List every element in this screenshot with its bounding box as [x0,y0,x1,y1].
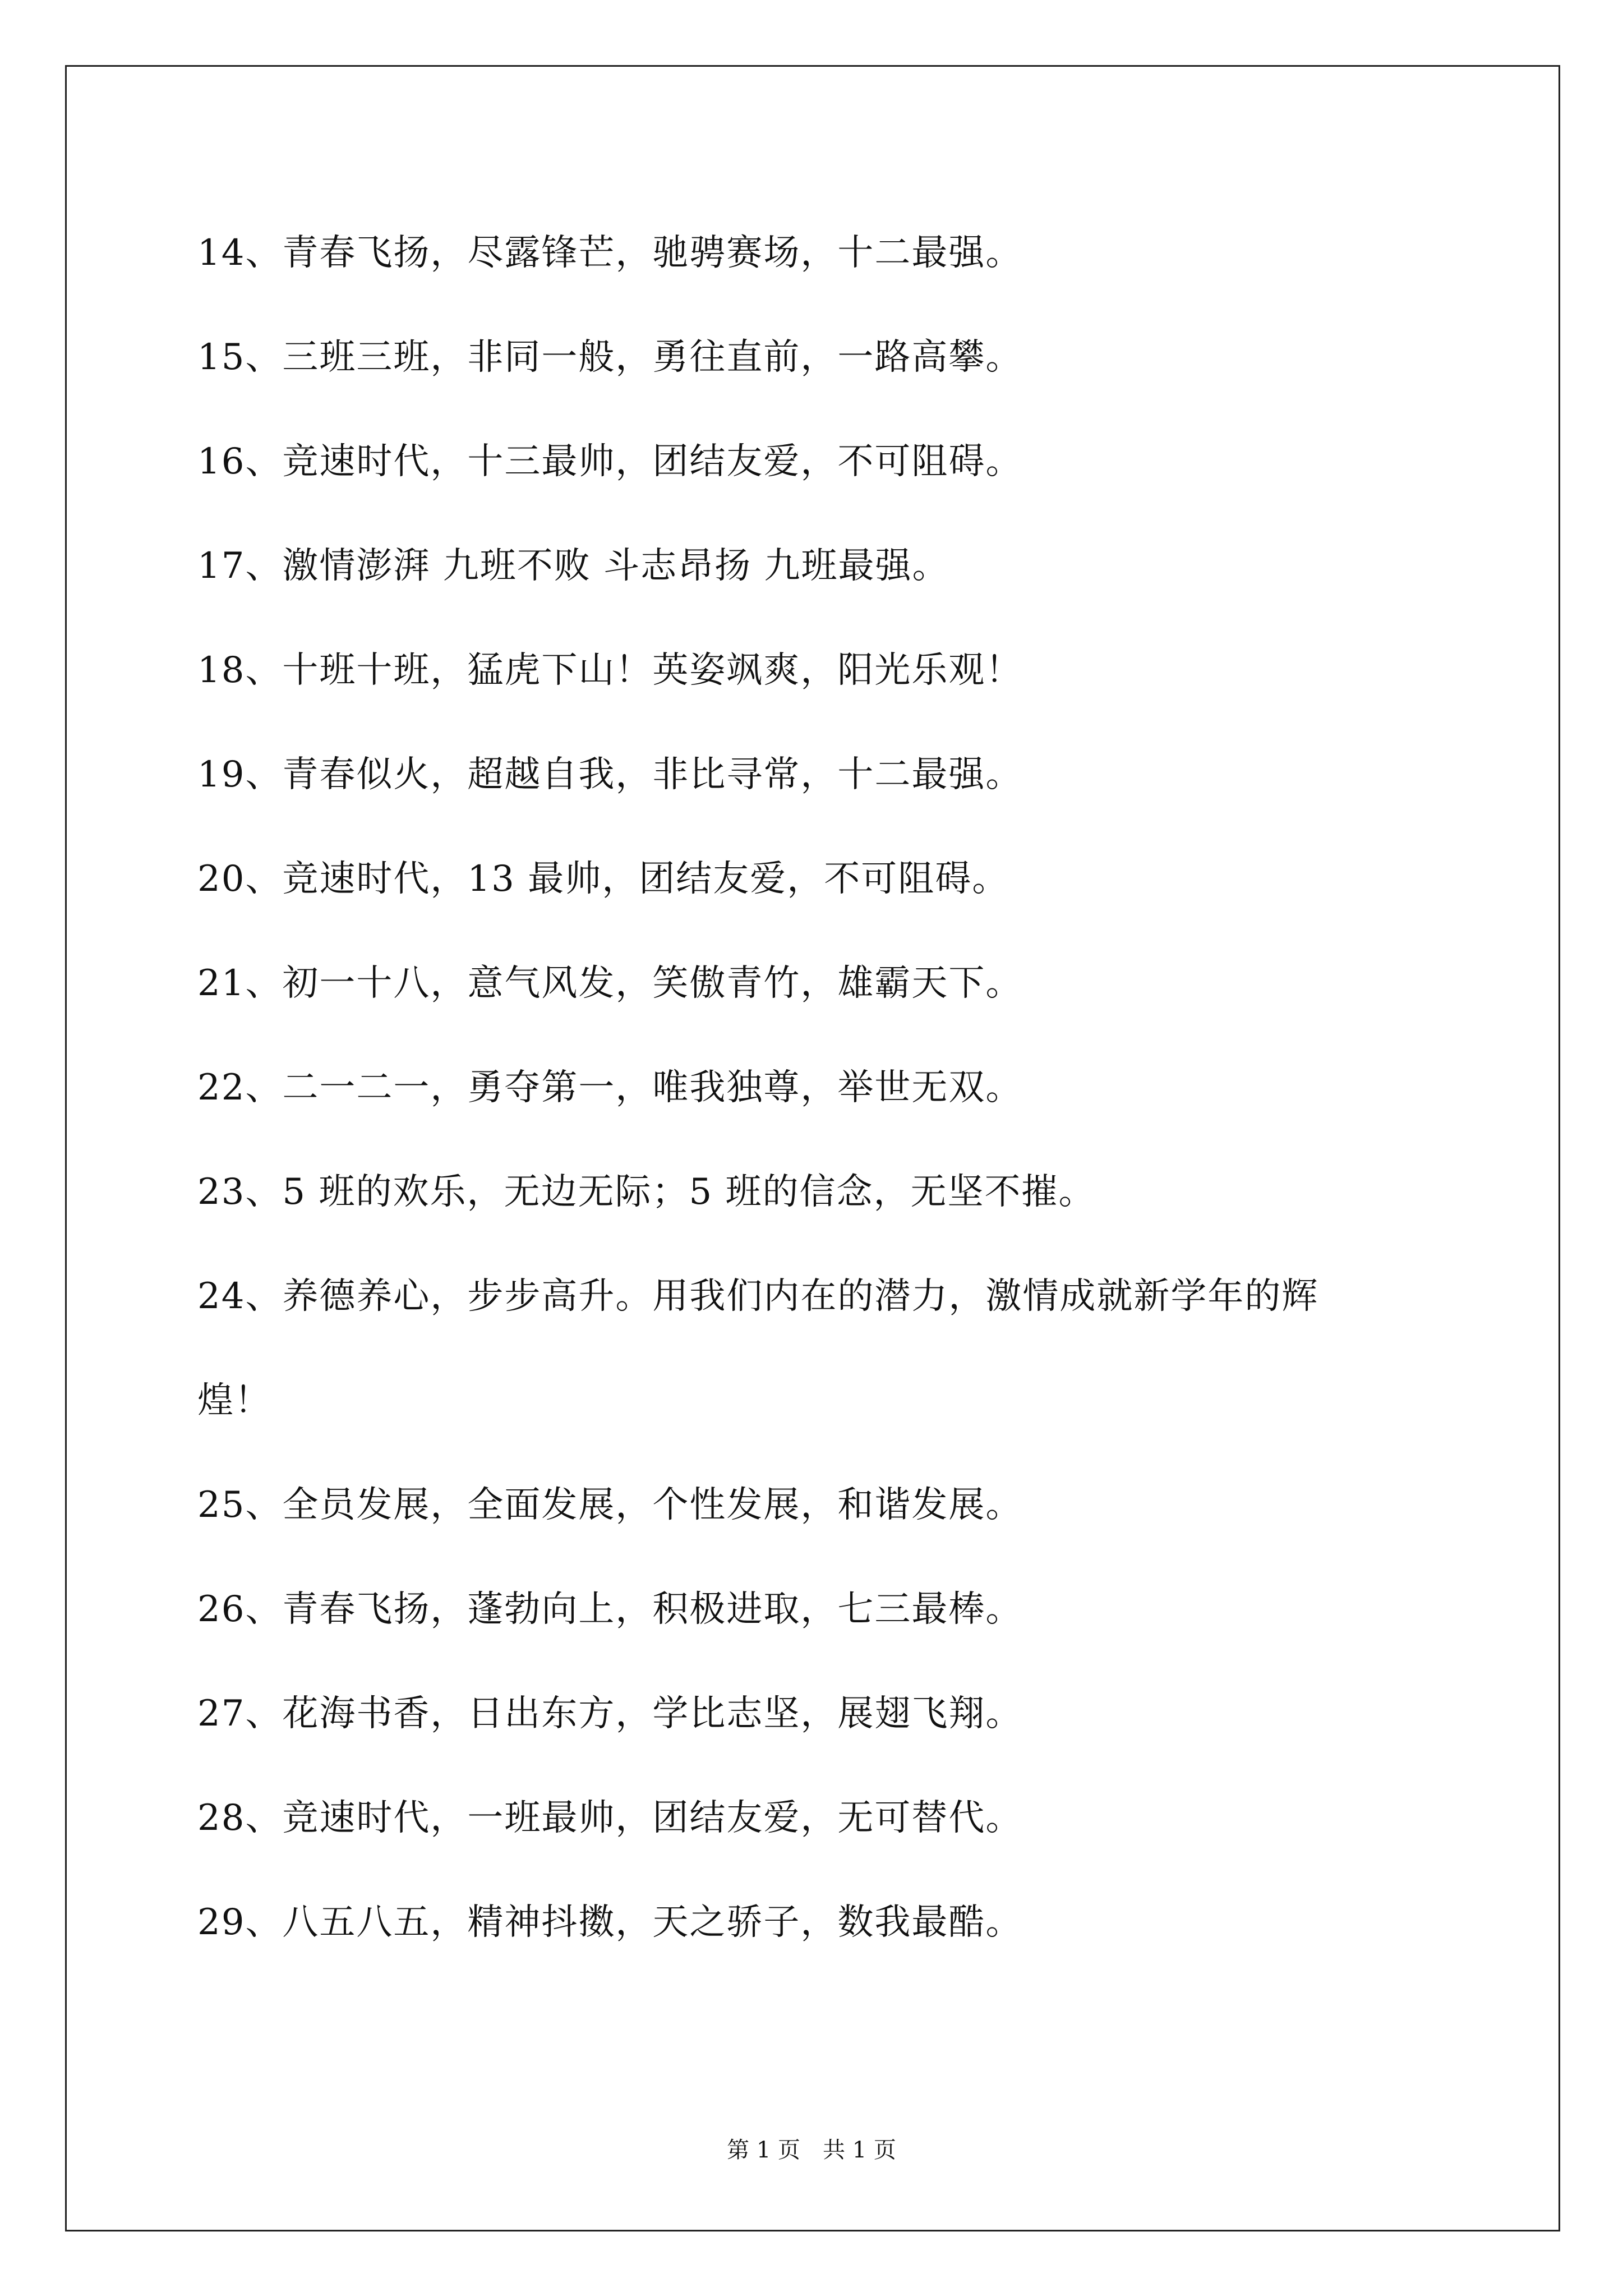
text-line: 29、八五八五，精神抖擞，天之骄子，数我最酷。 [197,1902,1023,1943]
page-footer: 第 1 页 共 1 页 [727,2137,896,2163]
text-line: 26、青春飞扬，蓬勃向上，积极进取，七三最棒。 [197,1589,1023,1630]
text-line: 24、养德养心，步步高升。用我们内在的潜力，激情成就新学年的辉 [197,1276,1319,1317]
text-line: 21、初一十八，意气风发，笑傲青竹，雄霸天下。 [197,963,1023,1004]
text-line: 19、青春似火，超越自我，非比寻常，十二最强。 [197,754,1023,795]
text-line: 16、竞速时代，十三最帅，团结友爱，不可阻碍。 [197,441,1023,482]
text-line: 22、二一二一，勇夺第一，唯我独尊，举世无双。 [197,1067,1023,1108]
text-line: 23、5 班的欢乐，无边无际；5 班的信念，无坚不摧。 [197,1171,1096,1213]
text-line: 28、竞速时代，一班最帅，团结友爱，无可替代。 [197,1797,1023,1839]
text-line: 煌！ [197,1380,271,1421]
text-line: 17、激情澎湃 九班不败 斗志昂扬 九班最强。 [197,545,949,587]
text-line: 14、青春飞扬，尽露锋芒，驰骋赛场，十二最强。 [197,232,1023,274]
text-line: 20、竞速时代，13 最帅，团结友爱，不可阻碍。 [197,858,1009,900]
text-line: 25、全员发展，全面发展，个性发展，和谐发展。 [197,1484,1023,1526]
text-line: 15、三班三班，非同一般，勇往直前，一路高攀。 [197,337,1023,378]
text-line: 18、十班十班，猛虎下山！英姿飒爽，阳光乐观！ [197,650,1023,691]
text-line: 27、花海书香，日出东方，学比志坚，展翅飞翔。 [197,1693,1023,1734]
